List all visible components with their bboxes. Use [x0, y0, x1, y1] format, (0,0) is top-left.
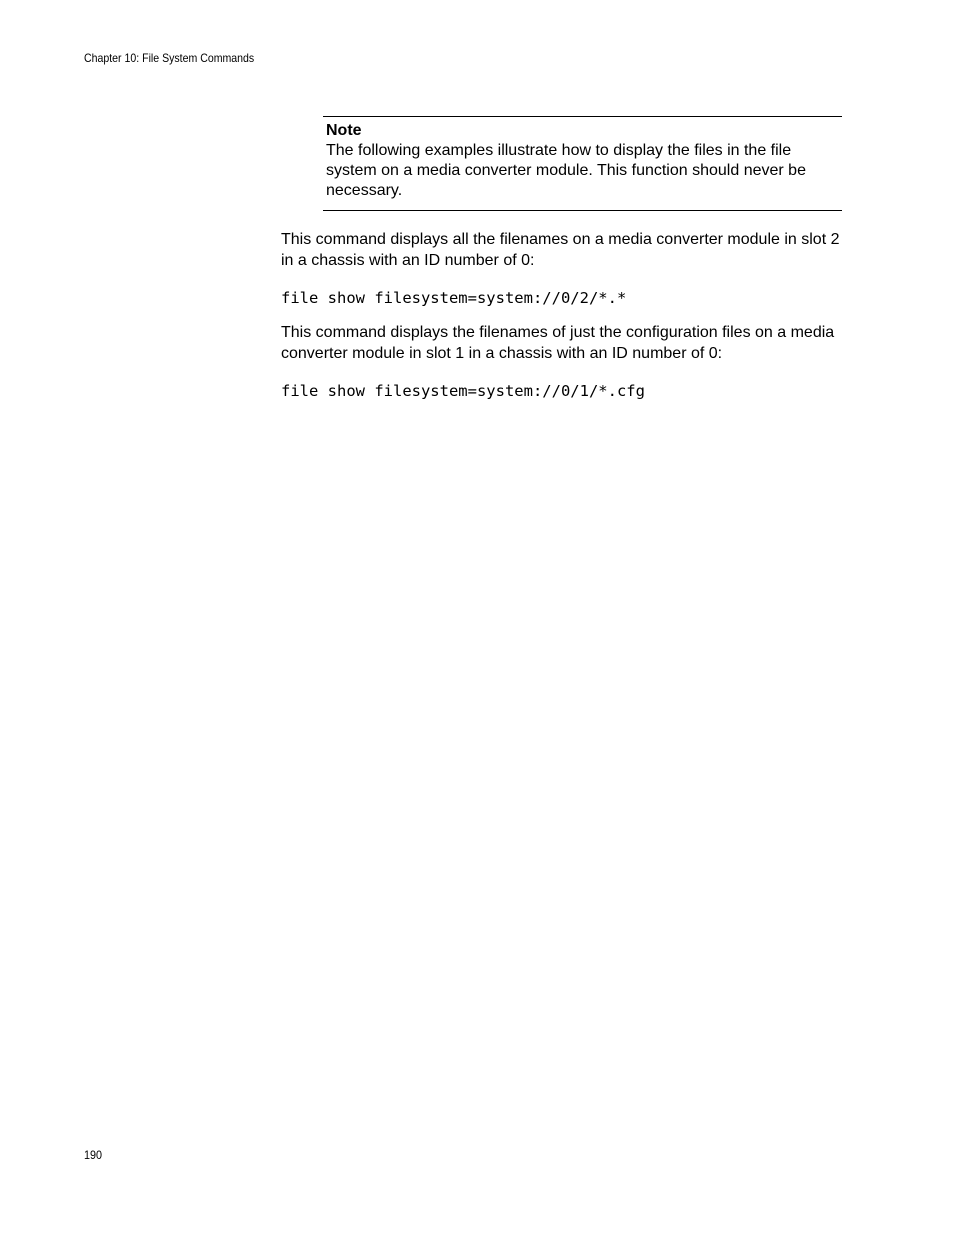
note-box	[323, 116, 842, 211]
paragraph-slot-1: This command displays the filenames of just the configuration files on a media converter module in slot 1 in a chassis with an ID number of 0:	[281, 324, 835, 362]
paragraph-slot-2: This command displays all the filenames on a media converter module in slot 2 in a chassis with an ID number of 0:	[281, 231, 840, 269]
note-text: The following examples illustrate how to display the files in the file system on a media converter module. This function should never be necessary.	[326, 142, 806, 199]
page-number: 190	[84, 1148, 103, 1162]
code-example-slot-2: file show filesystem=system://0/2/*.*	[281, 289, 627, 307]
code-example-slot-1: file show filesystem=system://0/1/*.cfg	[281, 382, 645, 400]
note-title: Note	[326, 122, 362, 139]
running-header: Chapter 10: File System Commands	[84, 51, 255, 65]
